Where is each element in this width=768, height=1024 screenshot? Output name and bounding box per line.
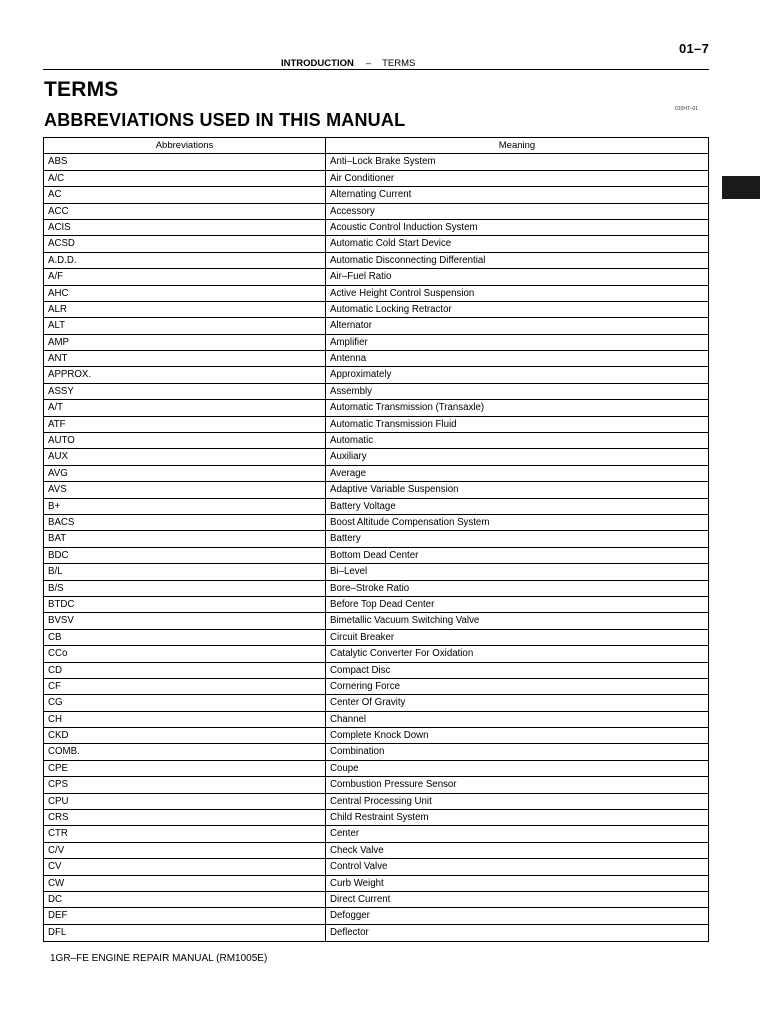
abbreviation-cell: CPE (44, 761, 326, 776)
abbreviation-cell: CV (44, 859, 326, 874)
abbreviation-cell: B/S (44, 581, 326, 596)
abbreviation-cell: C/V (44, 843, 326, 858)
table-row (44, 728, 708, 744)
meaning-cell: Bottom Dead Center (330, 549, 419, 561)
abbreviation-cell: B/L (44, 564, 326, 579)
table-row (44, 367, 708, 383)
meaning-cell: Before Top Dead Center (330, 598, 435, 610)
table-row (44, 794, 708, 810)
abbreviation-cell: AVG (44, 466, 326, 481)
abbreviation-cell: ATF (44, 417, 326, 432)
meaning-cell: Bimetallic Vacuum Switching Valve (330, 615, 480, 627)
meaning-cell: Alternator (330, 320, 372, 332)
breadcrumb-subsection: TERMS (382, 58, 416, 69)
abbreviations-table (43, 137, 709, 942)
column-header-abbreviations: Abbreviations (44, 138, 326, 153)
abbreviation-cell: CTR (44, 826, 326, 841)
table-row (44, 154, 708, 170)
meaning-cell: Defogger (330, 910, 370, 922)
meaning-cell: Channel (330, 713, 367, 725)
table-row (44, 220, 708, 236)
table-row (44, 581, 708, 597)
table-row (44, 171, 708, 187)
abbreviation-cell: CKD (44, 728, 326, 743)
table-row (44, 253, 708, 269)
meaning-cell: Coupe (330, 762, 359, 774)
breadcrumb-separator: – (365, 58, 372, 69)
abbreviation-cell: APPROX. (44, 367, 326, 382)
meaning-cell: Automatic Cold Start Device (330, 238, 452, 250)
abbreviation-cell: CCo (44, 646, 326, 661)
table-row (44, 187, 708, 203)
table-row (44, 302, 708, 318)
meaning-cell: Deflector (330, 926, 369, 938)
abbreviation-cell: ACC (44, 204, 326, 219)
table-row (44, 564, 708, 580)
meaning-cell: Air Conditioner (330, 172, 395, 184)
table-row (44, 843, 708, 859)
meaning-cell: Accessory (330, 205, 375, 217)
table-header-row (44, 138, 708, 154)
abbreviation-cell: BDC (44, 548, 326, 563)
abbreviation-cell: AMP (44, 335, 326, 350)
abbreviation-cell: AC (44, 187, 326, 202)
abbreviation-cell: CRS (44, 810, 326, 825)
meaning-cell: Auxiliary (330, 451, 367, 463)
table-row (44, 318, 708, 334)
table-row (44, 630, 708, 646)
abbreviation-cell: BAT (44, 531, 326, 546)
meaning-cell: Anti–Lock Brake System (330, 156, 436, 168)
table-row (44, 236, 708, 252)
meaning-cell: Cornering Force (330, 680, 400, 692)
meaning-cell: Central Processing Unit (330, 795, 432, 807)
abbreviation-cell: COMB. (44, 744, 326, 759)
table-row (44, 744, 708, 760)
section-title: ABBREVIATIONS USED IN THIS MANUAL (44, 110, 406, 130)
meaning-cell: Adaptive Variable Suspension (330, 484, 459, 496)
table-row (44, 466, 708, 482)
abbreviation-cell: CB (44, 630, 326, 645)
abbreviation-cell: CPS (44, 777, 326, 792)
meaning-cell: Bi–Level (330, 566, 368, 578)
abbreviation-cell: CF (44, 679, 326, 694)
table-row (44, 876, 708, 892)
meaning-cell: Catalytic Converter For Oxidation (330, 648, 474, 660)
meaning-cell: Check Valve (330, 844, 384, 856)
meaning-cell: Boost Altitude Compensation System (330, 516, 490, 528)
page-title: TERMS (44, 78, 119, 101)
abbreviation-cell: A/T (44, 400, 326, 415)
table-row (44, 859, 708, 875)
table-row (44, 663, 708, 679)
table-row (44, 908, 708, 924)
abbreviation-cell: ALT (44, 318, 326, 333)
breadcrumb (281, 58, 415, 69)
meaning-cell: Battery (330, 533, 361, 545)
meaning-cell: Battery Voltage (330, 500, 396, 512)
abbreviation-cell: BACS (44, 515, 326, 530)
meaning-cell: Bore–Stroke Ratio (330, 582, 410, 594)
table-row (44, 433, 708, 449)
meaning-cell: Direct Current (330, 893, 391, 905)
table-row (44, 892, 708, 908)
meaning-cell: Center Of Gravity (330, 697, 406, 709)
meaning-cell: Compact Disc (330, 664, 391, 676)
meaning-cell: Amplifier (330, 336, 368, 348)
reference-code: 010H7–01 (675, 106, 699, 112)
meaning-cell: Automatic Locking Retractor (330, 303, 452, 315)
meaning-cell: Circuit Breaker (330, 631, 395, 643)
abbreviation-cell: B+ (44, 499, 326, 514)
table-row (44, 646, 708, 662)
table-row (44, 826, 708, 842)
table-row (44, 400, 708, 416)
abbreviation-cell: A/F (44, 269, 326, 284)
table-row (44, 499, 708, 515)
abbreviation-cell: ABS (44, 154, 326, 169)
table-row (44, 531, 708, 547)
abbreviation-cell: DEF (44, 908, 326, 923)
breadcrumb-section: INTRODUCTION (281, 58, 354, 69)
meaning-cell: Complete Knock Down (330, 730, 429, 742)
meaning-cell: Air–Fuel Ratio (330, 271, 392, 283)
meaning-cell: Alternating Current (330, 189, 412, 201)
meaning-cell: Automatic Transmission (Transaxle) (330, 402, 485, 414)
page-number: 01–7 (679, 41, 710, 56)
meaning-cell: Child Restraint System (330, 812, 429, 824)
meaning-cell: Average (330, 467, 366, 479)
table-row (44, 204, 708, 220)
meaning-cell: Automatic Transmission Fluid (330, 418, 457, 430)
abbreviation-cell: CD (44, 663, 326, 678)
table-row (44, 515, 708, 531)
footer-manual-title: 1GR–FE ENGINE REPAIR MANUAL (RM1005E) (50, 953, 268, 964)
meaning-cell: Center (330, 828, 360, 840)
meaning-cell: Automatic Disconnecting Differential (330, 254, 486, 266)
abbreviation-cell: CPU (44, 794, 326, 809)
abbreviation-cell: ALR (44, 302, 326, 317)
table-row (44, 712, 708, 728)
abbreviation-cell: A/C (44, 171, 326, 186)
table-row (44, 613, 708, 629)
meaning-cell: Combustion Pressure Sensor (330, 779, 457, 791)
abbreviation-cell: BTDC (44, 597, 326, 612)
meaning-cell: Combination (330, 746, 385, 758)
abbreviation-cell: ANT (44, 351, 326, 366)
meaning-cell: Antenna (330, 353, 367, 365)
abbreviation-cell: CG (44, 695, 326, 710)
meaning-cell: Acoustic Control Induction System (330, 221, 478, 233)
abbreviation-cell: DC (44, 892, 326, 907)
abbreviation-cell: ASSY (44, 384, 326, 399)
table-row (44, 761, 708, 777)
abbreviation-cell: A.D.D. (44, 253, 326, 268)
table-row (44, 335, 708, 351)
section-tab-marker (722, 176, 760, 199)
header-rule (43, 69, 709, 70)
abbreviation-cell: ACIS (44, 220, 326, 235)
abbreviation-cell: BVSV (44, 613, 326, 628)
meaning-cell: Curb Weight (330, 877, 384, 889)
table-row (44, 269, 708, 285)
table-row (44, 695, 708, 711)
abbreviation-cell: AHC (44, 286, 326, 301)
table-row (44, 384, 708, 400)
table-row (44, 925, 708, 941)
table-row (44, 482, 708, 498)
meaning-cell: Approximately (330, 369, 392, 381)
abbreviation-cell: CH (44, 712, 326, 727)
table-row (44, 679, 708, 695)
table-row (44, 286, 708, 302)
table-row (44, 777, 708, 793)
table-row (44, 417, 708, 433)
meaning-cell: Control Valve (330, 861, 388, 873)
meaning-cell: Assembly (330, 385, 372, 397)
table-row (44, 597, 708, 613)
meaning-cell: Automatic (330, 435, 374, 447)
abbreviation-cell: AUTO (44, 433, 326, 448)
abbreviation-cell: AVS (44, 482, 326, 497)
abbreviation-cell: DFL (44, 925, 326, 941)
abbreviation-cell: AUX (44, 449, 326, 464)
abbreviation-cell: CW (44, 876, 326, 891)
table-row (44, 548, 708, 564)
table-row (44, 351, 708, 367)
table-row (44, 449, 708, 465)
meaning-cell: Active Height Control Suspension (330, 287, 475, 299)
table-row (44, 810, 708, 826)
column-header-meaning: Meaning (498, 140, 536, 151)
abbreviation-cell: ACSD (44, 236, 326, 251)
